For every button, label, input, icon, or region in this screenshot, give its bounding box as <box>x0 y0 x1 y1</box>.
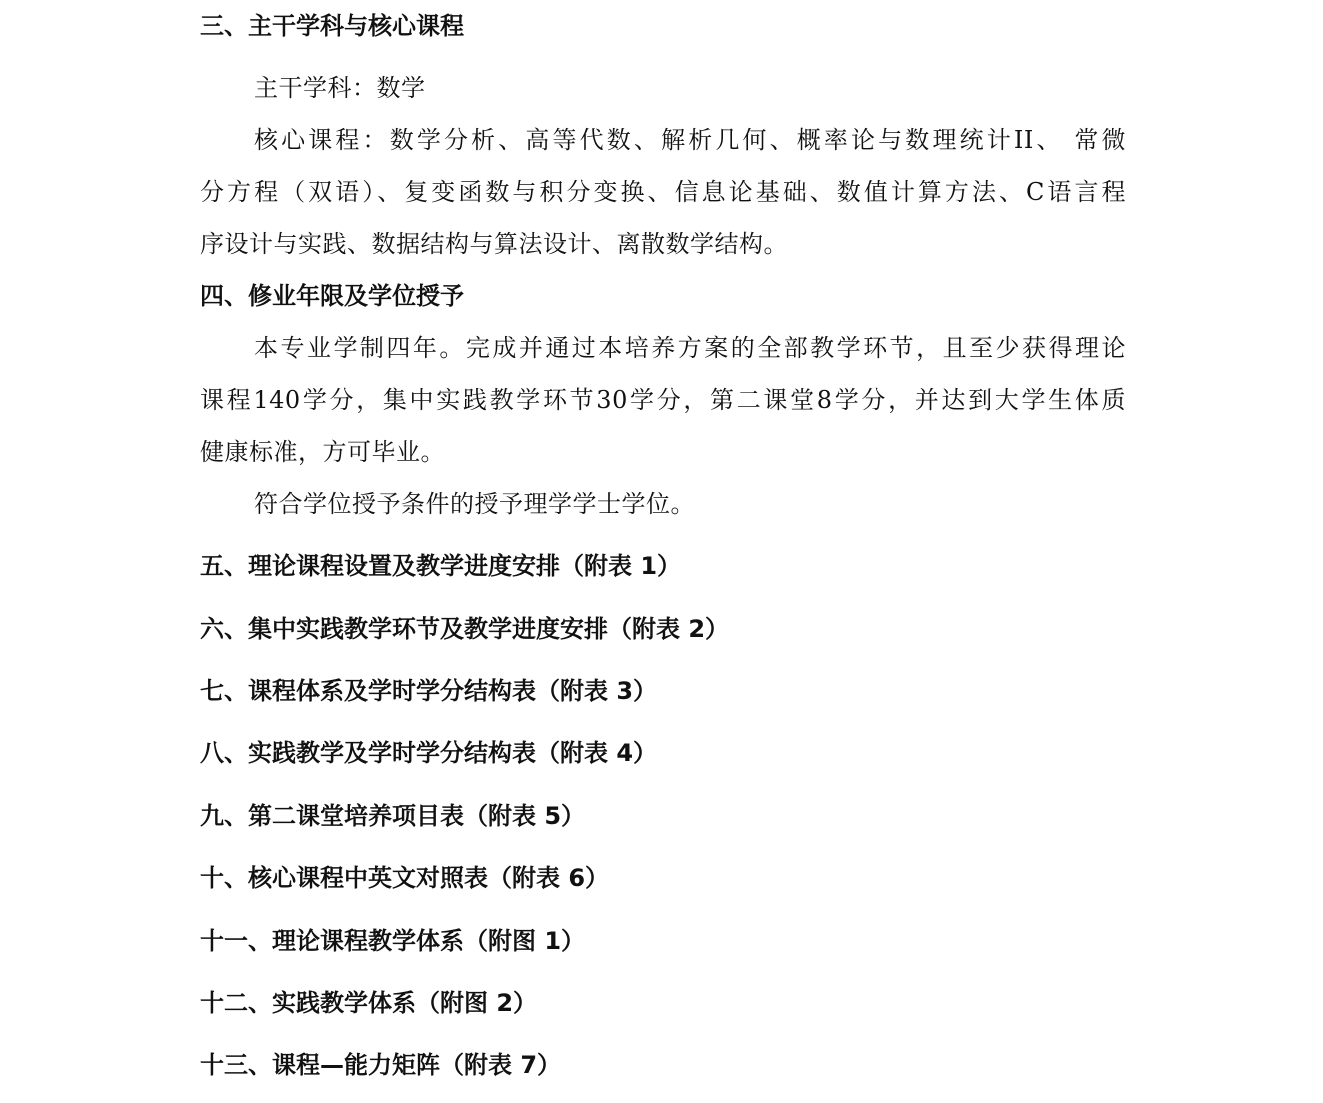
section-4-heading: 四、修业年限及学位授予 <box>200 282 464 310</box>
section-7-heading: 七、课程体系及学时学分结构表（附表 3） <box>200 677 658 705</box>
section-12-heading: 十二、实践教学体系（附图 2） <box>200 989 538 1017</box>
section-10-heading: 十、核心课程中英文对照表（附表 6） <box>200 864 610 892</box>
duration-line-2: 课程140学分，集中实践教学环节30学分，第二课堂8学分，并达到大学生体质 <box>200 386 1126 414</box>
section-6-heading: 六、集中实践教学环节及教学进度安排（附表 2） <box>200 615 730 643</box>
main-subject-text: 主干学科：数学 <box>254 74 426 102</box>
section-13-heading: 十三、课程—能力矩阵（附表 7） <box>200 1051 562 1079</box>
section-8-heading: 八、实践教学及学时学分结构表（附表 4） <box>200 739 658 767</box>
section-5-heading: 五、理论课程设置及教学进度安排（附表 1） <box>200 552 682 580</box>
duration-line-3: 健康标准，方可毕业。 <box>200 438 445 466</box>
duration-line-1: 本专业学制四年。完成并通过本培养方案的全部教学环节，且至少获得理论 <box>254 334 1126 362</box>
core-courses-line-3: 序设计与实践、数据结构与算法设计、离散数学结构。 <box>200 230 788 258</box>
section-3-heading: 三、主干学科与核心课程 <box>200 12 464 40</box>
core-courses-line-2: 分方程（双语）、复变函数与积分变换、信息论基础、数值计算方法、C语言程 <box>200 178 1126 206</box>
core-courses-line-1: 核心课程：数学分析、高等代数、解析几何、概率论与数理统计II、 常微 <box>254 126 1126 154</box>
section-9-heading: 九、第二课堂培养项目表（附表 5） <box>200 802 586 830</box>
degree-text: 符合学位授予条件的授予理学学士学位。 <box>254 490 695 518</box>
section-11-heading: 十一、理论课程教学体系（附图 1） <box>200 927 586 955</box>
